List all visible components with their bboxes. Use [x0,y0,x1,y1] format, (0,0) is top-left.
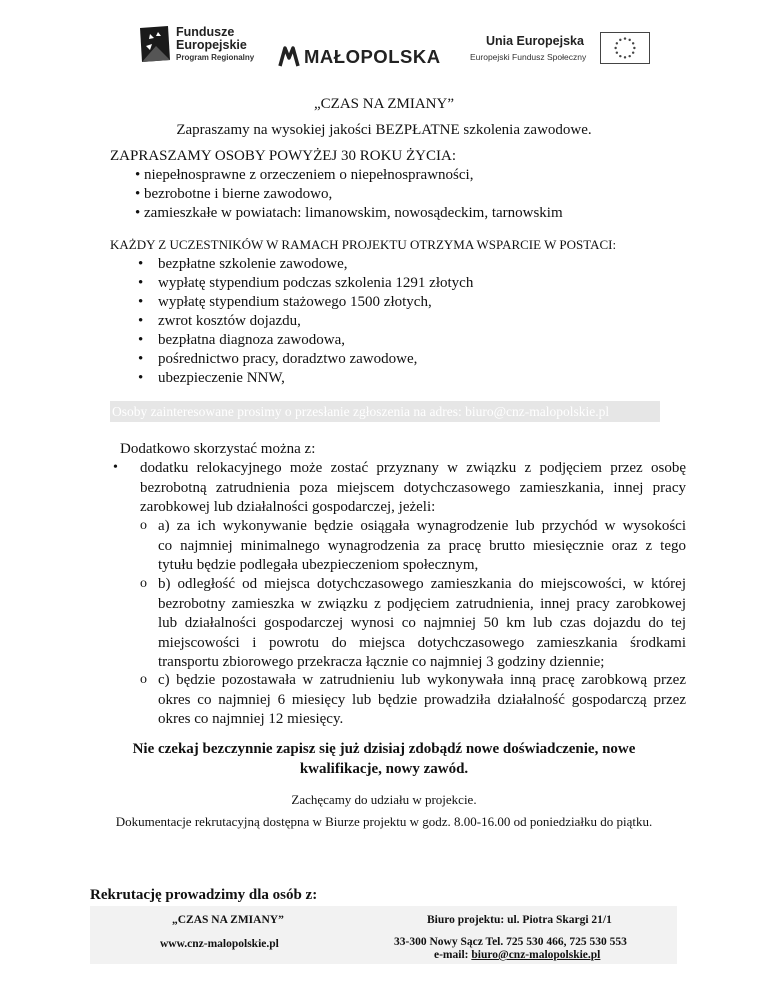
condition-c [158,671,686,730]
condition-b [158,575,686,673]
footer-email-label: e-mail: [434,949,472,961]
support-item: bezpłatna diagnoza zawodowa, [158,332,345,348]
additional-heading: Dodatkowo skorzystać można z: [120,441,316,457]
additional-bullet: • [113,460,118,475]
target-heading: ZAPRASZAMY OSOBY POWYŻEJ 30 ROKU ŻYCIA: [110,148,456,164]
documentation-text: Dokumentacje rekrutacyjną dostępna w Biurze projektu w godz. 8.00-16.00 od poniedziałku do piątku. [115,814,653,829]
fe-line-1: Fundusze [176,25,235,39]
support-heading: KAŻDY Z UCZESTNIKÓW W RAMACH PROJEKTU OTRZYMA WSPARCIE W POSTACI: [110,237,617,252]
ue-line-1: Unia Europejska [486,34,584,48]
support-bullet: • [138,313,144,329]
support-bullet: • [138,332,144,348]
para-line: okres co najmniej 6 miesięcy lub będzie prowadziła działalność gospodarczą przez [158,691,686,708]
callout-line-2: kwalifikacje, nowy zawód. [299,761,469,777]
support-bullet: • [138,370,144,386]
para-line: dodatku relokacyjnego może zostać przyznany w związku z podjęciem przez osobę [140,460,686,476]
application-banner: Osoby zainteresowane prosimy o przesłanie zgłoszenia na adres: biuro@cnz-malopolskie.pl [110,401,660,422]
encourage-text: Zachęcamy do udziału w projekcie. [291,792,477,807]
para-line: okres co najmniej 12 miesięcy. [158,711,344,727]
footer-office: Biuro projektu: ul. Piotra Skargi 21/1 [427,914,612,926]
recruitment-heading: Rekrutację prowadzimy dla osób z: [90,887,318,903]
support-item: wypłatę stypendium stażowego 1500 złotych, [158,294,432,310]
sub-marker-a: o [140,518,147,533]
support-item: pośrednictwo pracy, doradztwo zawodowe, [158,351,418,367]
page-title: „CZAS NA ZMIANY” [314,96,454,112]
para-line: bezrobotny zamieszka w związku z podjęciem zatrudnienia, innej pracy zarobkowej [158,595,686,612]
relocation-paragraph [140,459,686,518]
intro-text: Zapraszamy na wysokiej jakości BEZPŁATNE szkolenia zawodowe. [176,122,592,138]
sub-marker-c: o [140,672,147,687]
sub-marker-b: o [140,576,147,591]
target-item: • niepełnosprawne z orzeczeniem o niepełnosprawności, [135,167,474,183]
fe-line-3: Program Regionalny [176,53,255,62]
eu-logo [470,32,660,66]
malopolska-logo [278,44,448,70]
footer-project: „CZAS NA ZMIANY” [172,914,284,926]
para-line: bezrobotną zatrudnienia poza miejscem dotychczasowego zamieszkania, innej pracy [140,479,686,496]
para-line: b) odległość od miejsca dotychczasowego zamieszkania do miejscowości, w której [158,576,686,592]
para-line: transportu zbiorowego przekracza łącznie co najmniej 3 godziny dziennie; [158,654,605,670]
ue-line-2: Europejski Fundusz Społeczny [470,52,587,62]
footer-email-row [434,949,600,961]
support-item: ubezpieczenie NNW, [158,370,285,386]
para-line: a) za ich wykonywanie będzie osiągała wynagrodzenie lub przychód w wysokości [158,518,686,534]
footer-table [90,906,677,964]
target-item: • zamieszkałe w powiatach: limanowskim, nowosądeckim, tarnowskim [135,205,563,221]
support-item: bezpłatne szkolenie zawodowe, [158,256,348,272]
callout-line-1: Nie czekaj bezczynnie zapisz się już dzisiaj zdobądź nowe doświadczenie, nowe [132,741,636,757]
malopolska-mark-icon [278,44,300,68]
target-item: • bezrobotne i bierne zawodowo, [135,186,333,202]
fe-flag-icon [138,24,172,64]
footer-email-link[interactable]: biuro@cnz-malopolskie.pl [471,949,601,961]
support-bullet: • [138,294,144,310]
support-item: zwrot kosztów dojazdu, [158,313,301,329]
support-bullet: • [138,275,144,291]
support-bullet: • [138,256,144,272]
fundusze-europejskie-logo [138,24,278,68]
para-line: tytułu będzie podlegała ubezpieczeniom społecznym, [158,557,479,573]
footer-contact: 33-300 Nowy Sącz Tel. 725 530 466, 725 530 553 [394,936,627,948]
eu-stars-icon [600,32,650,64]
support-item: wypłatę stypendium podczas szkolenia 1291 złotych [158,275,474,291]
para-line: c) będzie pozostawała w zatrudnieniu lub wykonywała inną pracę zarobkową przez [158,672,686,688]
para-line: lub działalności gospodarczej wynosi co najmniej 50 km lub czas dojazdu do tej [158,615,686,631]
malopolska-text: MAŁOPOLSKA [304,46,441,67]
footer-website[interactable]: www.cnz-malopolskie.pl [160,938,279,950]
para-line: miejscowości i powrotu do miejsca dotychczasowego zamieszkania środkami [158,634,686,651]
para-line: zarobkowej lub działalności gospodarczej, jeżeli: [140,499,436,515]
fe-line-2: Europejskie [176,38,247,52]
condition-a [158,517,686,576]
para-line: co najmniej minimalnego wynagrodzenia za pracę brutto miesięcznie oraz z tego [158,537,686,554]
support-bullet: • [138,351,144,367]
